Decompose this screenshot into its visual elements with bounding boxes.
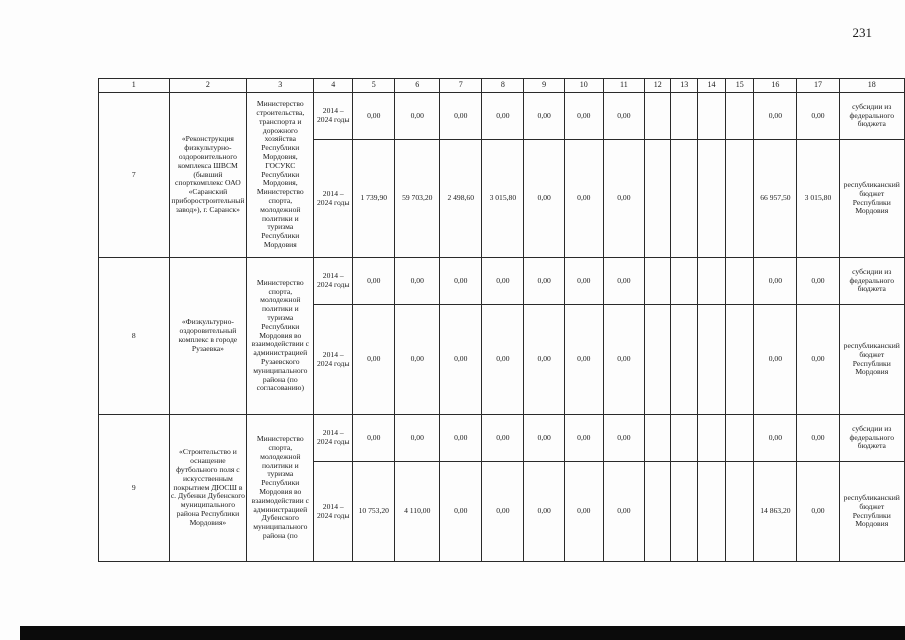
value-cell (671, 93, 697, 140)
header-cell: 1 (99, 79, 170, 93)
header-cell: 4 (314, 79, 353, 93)
value-cell (726, 415, 754, 462)
value-cell: 0,00 (440, 93, 482, 140)
value-cell: 0,00 (440, 305, 482, 415)
value-cell: 0,00 (482, 415, 524, 462)
value-cell: 0,00 (395, 93, 440, 140)
value-cell: 0,00 (564, 305, 603, 415)
value-cell (645, 305, 671, 415)
value-cell: 3 015,80 (797, 140, 839, 258)
object-name: «Реконструкция физкультурно-оздоровительного комплекса ШВСМ (бывший спорткомплекс ОАО «Саранский приборостроительный завод»), г. Саранск» (169, 93, 247, 258)
value-cell: 0,00 (564, 462, 603, 562)
value-cell (726, 258, 754, 305)
funding-source: республиканский бюджет Республики Мордовия (839, 140, 904, 258)
value-cell (697, 258, 725, 305)
row-number: 7 (99, 93, 170, 258)
value-cell: 0,00 (440, 462, 482, 562)
value-cell: 0,00 (353, 305, 395, 415)
value-cell: 0,00 (482, 258, 524, 305)
value-cell: 0,00 (524, 93, 565, 140)
value-cell: 0,00 (564, 140, 603, 258)
period-cell: 2014 – 2024 годы (314, 258, 353, 305)
value-cell: 0,00 (395, 258, 440, 305)
header-cell: 15 (726, 79, 754, 93)
header-cell: 16 (754, 79, 797, 93)
period-cell: 2014 – 2024 годы (314, 462, 353, 562)
value-cell: 0,00 (524, 140, 565, 258)
period-cell: 2014 – 2024 годы (314, 93, 353, 140)
value-cell (671, 462, 697, 562)
value-cell (671, 305, 697, 415)
value-cell (645, 258, 671, 305)
header-cell: 12 (645, 79, 671, 93)
value-cell: 0,00 (603, 258, 644, 305)
page-number: 231 (852, 25, 872, 40)
value-cell (697, 140, 725, 258)
financing-table (98, 78, 905, 562)
value-cell: 0,00 (603, 305, 644, 415)
value-cell (671, 258, 697, 305)
value-cell (697, 93, 725, 140)
value-cell: 0,00 (797, 93, 839, 140)
table-row (99, 415, 905, 462)
value-cell: 0,00 (395, 305, 440, 415)
value-cell (726, 462, 754, 562)
header-cell: 11 (603, 79, 644, 93)
value-cell: 0,00 (482, 93, 524, 140)
table-header-row (99, 79, 905, 93)
value-cell: 0,00 (524, 258, 565, 305)
row-number: 9 (99, 415, 170, 562)
header-cell: 18 (839, 79, 904, 93)
value-cell: 0,00 (603, 93, 644, 140)
value-cell: 0,00 (603, 462, 644, 562)
value-cell (645, 415, 671, 462)
header-cell: 10 (564, 79, 603, 93)
value-cell (671, 415, 697, 462)
value-cell (645, 140, 671, 258)
value-cell: 0,00 (564, 258, 603, 305)
value-cell (726, 93, 754, 140)
header-cell: 6 (395, 79, 440, 93)
responsible-org: Министерство строительства, транспорта и дорожного хозяйства Республики Мордовия, ГОСУКС Республики Мордовия, Министерство спорта, молодежной политики и туризма Республики Мордовия (247, 93, 314, 258)
value-cell: 0,00 (797, 415, 839, 462)
row-number: 8 (99, 258, 170, 415)
value-cell: 0,00 (797, 305, 839, 415)
value-cell: 0,00 (797, 462, 839, 562)
value-cell: 0,00 (603, 415, 644, 462)
value-cell: 4 110,00 (395, 462, 440, 562)
funding-source: республиканский бюджет Республики Мордовия (839, 462, 904, 562)
object-name: «Строительство и оснащение футбольного поля с искусственным покрытием ДЮСШ в с. Дубенки Дубенского муниципального района Республики Мордовия» (169, 415, 247, 562)
value-cell (697, 305, 725, 415)
period-cell: 2014 – 2024 годы (314, 415, 353, 462)
value-cell: 10 753,20 (353, 462, 395, 562)
header-cell: 17 (797, 79, 839, 93)
scan-edge-bar (20, 626, 905, 640)
table-row (99, 93, 905, 140)
header-cell: 5 (353, 79, 395, 93)
value-cell: 0,00 (754, 305, 797, 415)
value-cell: 3 015,80 (482, 140, 524, 258)
value-cell: 14 863,20 (754, 462, 797, 562)
value-cell: 0,00 (482, 462, 524, 562)
header-cell: 13 (671, 79, 697, 93)
funding-source: республиканский бюджет Республики Мордовия (839, 305, 904, 415)
value-cell: 0,00 (754, 415, 797, 462)
value-cell: 59 703,20 (395, 140, 440, 258)
header-cell: 9 (524, 79, 565, 93)
value-cell: 0,00 (754, 258, 797, 305)
header-cell: 14 (697, 79, 725, 93)
value-cell: 0,00 (524, 305, 565, 415)
funding-source: субсидии из федерального бюджета (839, 93, 904, 140)
value-cell (726, 140, 754, 258)
value-cell: 66 957,50 (754, 140, 797, 258)
value-cell: 0,00 (353, 258, 395, 305)
responsible-org: Министерство спорта, молодежной политики и туризма Республики Мордовия во взаимодействии с администрацией Дубенского муниципального района (по (247, 415, 314, 562)
period-cell: 2014 – 2024 годы (314, 140, 353, 258)
value-cell: 0,00 (395, 415, 440, 462)
value-cell (726, 305, 754, 415)
header-cell: 3 (247, 79, 314, 93)
table-row (99, 258, 905, 305)
value-cell: 0,00 (564, 415, 603, 462)
value-cell: 2 498,60 (440, 140, 482, 258)
value-cell (697, 415, 725, 462)
responsible-org: Министерство спорта, молодежной политики и туризма Республики Мордовия во взаимодействии с администрацией Рузаевского муниципального района (по согласованию) (247, 258, 314, 415)
value-cell: 0,00 (524, 462, 565, 562)
value-cell (697, 462, 725, 562)
header-cell: 7 (440, 79, 482, 93)
value-cell: 0,00 (440, 415, 482, 462)
value-cell: 0,00 (603, 140, 644, 258)
value-cell (645, 462, 671, 562)
value-cell: 0,00 (353, 415, 395, 462)
value-cell: 0,00 (564, 93, 603, 140)
value-cell: 0,00 (797, 258, 839, 305)
value-cell: 0,00 (482, 305, 524, 415)
object-name: «Физкультурно-оздоровительный комплекс в городе Рузаевка» (169, 258, 247, 415)
value-cell: 1 739,90 (353, 140, 395, 258)
value-cell: 0,00 (440, 258, 482, 305)
value-cell: 0,00 (353, 93, 395, 140)
header-cell: 2 (169, 79, 247, 93)
period-cell: 2014 – 2024 годы (314, 305, 353, 415)
value-cell: 0,00 (754, 93, 797, 140)
value-cell (645, 93, 671, 140)
funding-source: субсидии из федерального бюджета (839, 415, 904, 462)
value-cell: 0,00 (524, 415, 565, 462)
funding-source: субсидии из федерального бюджета (839, 258, 904, 305)
header-cell: 8 (482, 79, 524, 93)
value-cell (671, 140, 697, 258)
